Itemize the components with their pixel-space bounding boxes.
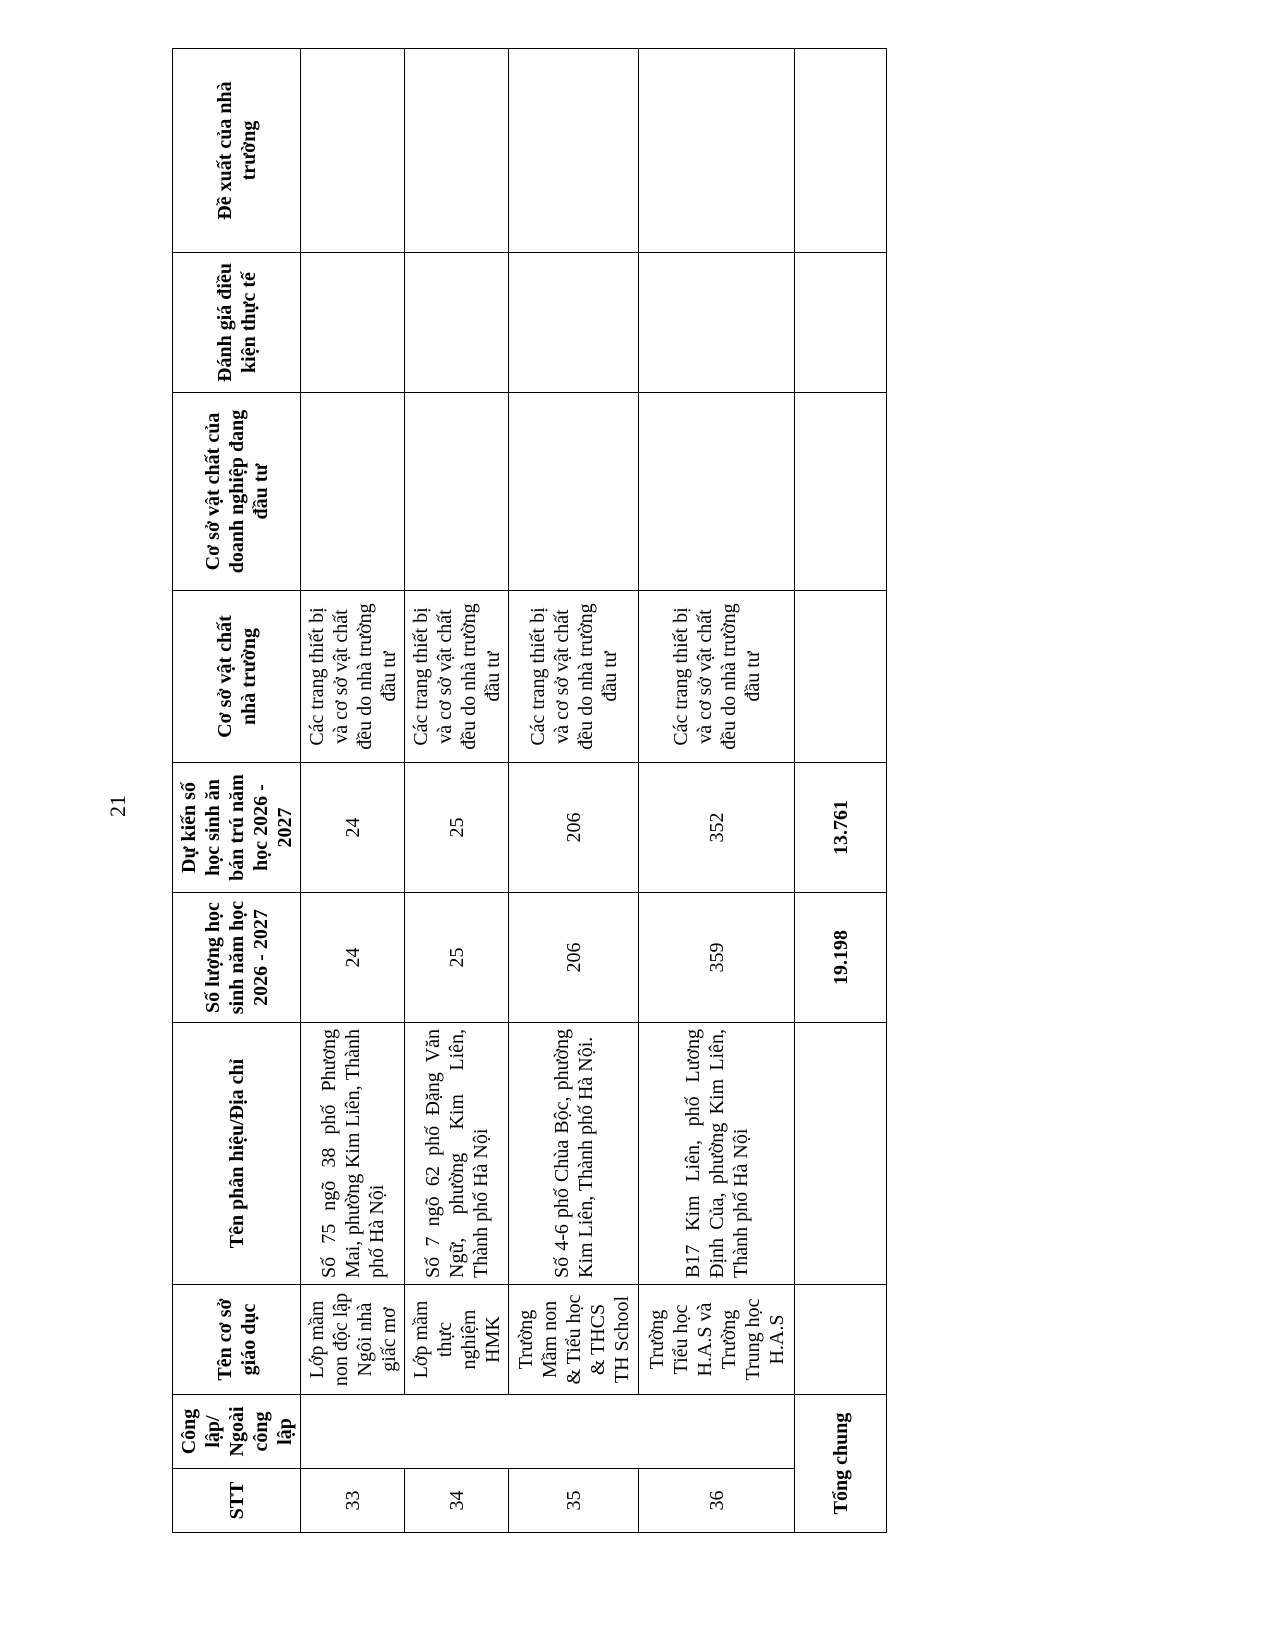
- cell-assessment: [509, 253, 639, 393]
- cell-assessment: [405, 253, 509, 393]
- header-school: Tên cơ sở giáo dục: [173, 1285, 301, 1395]
- total-empty-address: [795, 1023, 887, 1285]
- cell-school-facilities: Các trang thiết bị và cơ sở vật chất đều do nhà trường đầu tư: [639, 591, 795, 763]
- table-row: [405, 49, 509, 1533]
- cell-business-facilities: [405, 393, 509, 591]
- header-proposal: Đề xuất của nhà trường: [173, 49, 301, 253]
- header-type: Công lập/ Ngoài công lập: [173, 1395, 301, 1469]
- cell-business-facilities: [639, 393, 795, 591]
- header-assessment: Đánh giá điều kiện thực tế: [173, 253, 301, 393]
- total-empty-proposal: [795, 49, 887, 253]
- cell-school-facilities: Các trang thiết bị và cơ sở vật chất đều do nhà trường đầu tư: [301, 591, 405, 763]
- cell-school-facilities: Các trang thiết bị và cơ sở vật chất đều do nhà trường đầu tư: [405, 591, 509, 763]
- cell-boarding: 24: [301, 763, 405, 893]
- header-address: Tên phân hiệu/Địa chỉ: [173, 1023, 301, 1285]
- cell-proposal: [301, 49, 405, 253]
- school-table: [172, 48, 887, 1533]
- cell-stt: 36: [639, 1469, 795, 1533]
- total-boarding: 13.761: [795, 763, 887, 893]
- table-row: [639, 49, 795, 1533]
- cell-school-facilities: Các trang thiết bị và cơ sở vật chất đều do nhà trường đầu tư: [509, 591, 639, 763]
- cell-students: 206: [509, 893, 639, 1023]
- cell-students: 359: [639, 893, 795, 1023]
- cell-boarding: 352: [639, 763, 795, 893]
- header-students: Số lượng học sinh năm học 2026 - 2027: [173, 893, 301, 1023]
- cell-school: Trường Tiểu học H.A.S và Trường Trung học H.A.S: [639, 1285, 795, 1395]
- total-empty-school: [795, 1285, 887, 1395]
- cell-type: [301, 1395, 795, 1469]
- table-row: [301, 49, 405, 1533]
- cell-stt: 35: [509, 1469, 639, 1533]
- cell-address: B17 Kim Liên, phố Lương Định Của, phường Kim Liên, Thành phố Hà Nội: [639, 1023, 795, 1285]
- cell-school: Lớp mầm non độc lập Ngôi nhà giấc mơ: [301, 1285, 405, 1395]
- cell-proposal: [639, 49, 795, 253]
- total-label: Tổng chung: [795, 1395, 887, 1533]
- page-number: 21: [105, 795, 130, 817]
- cell-assessment: [639, 253, 795, 393]
- cell-boarding: 206: [509, 763, 639, 893]
- header-school-facilities: Cơ sở vật chất nhà trường: [173, 591, 301, 763]
- cell-business-facilities: [301, 393, 405, 591]
- cell-assessment: [301, 253, 405, 393]
- cell-school: Lớp mầm thực nghiệm HMK: [405, 1285, 509, 1395]
- total-empty-school-facilities: [795, 591, 887, 763]
- cell-address: Số 7 ngõ 62 phố Đặng Văn Ngữ, phường Kim Liên, Thành phố Hà Nội: [405, 1023, 509, 1285]
- cell-proposal: [509, 49, 639, 253]
- cell-school: Trường Mầm non & Tiểu học & THCS TH School: [509, 1285, 639, 1395]
- total-empty-business-facilities: [795, 393, 887, 591]
- cell-proposal: [405, 49, 509, 253]
- cell-stt: 34: [405, 1469, 509, 1533]
- cell-students: 24: [301, 893, 405, 1023]
- total-empty-assessment: [795, 253, 887, 393]
- rotated-table-wrapper: [172, 49, 886, 1533]
- cell-stt: 33: [301, 1469, 405, 1533]
- header-business-facilities: Cơ sở vật chất của doanh nghiệp đang đầu tư: [173, 393, 301, 591]
- header-stt: STT: [173, 1469, 301, 1533]
- header-boarding: Dự kiến số học sinh ăn bán trú năm học 2026 - 2027: [173, 763, 301, 893]
- cell-business-facilities: [509, 393, 639, 591]
- total-students: 19.198: [795, 893, 887, 1023]
- cell-students: 25: [405, 893, 509, 1023]
- table-row: [509, 49, 639, 1533]
- total-row: [795, 49, 887, 1533]
- cell-boarding: 25: [405, 763, 509, 893]
- cell-address: Số 4-6 phố Chùa Bộc, phường Kim Liên, Thành phố Hà Nội.: [509, 1023, 639, 1285]
- header-row: [173, 49, 301, 1533]
- cell-address: Số 75 ngõ 38 phố Phương Mai, phường Kim Liên, Thành phố Hà Nội: [301, 1023, 405, 1285]
